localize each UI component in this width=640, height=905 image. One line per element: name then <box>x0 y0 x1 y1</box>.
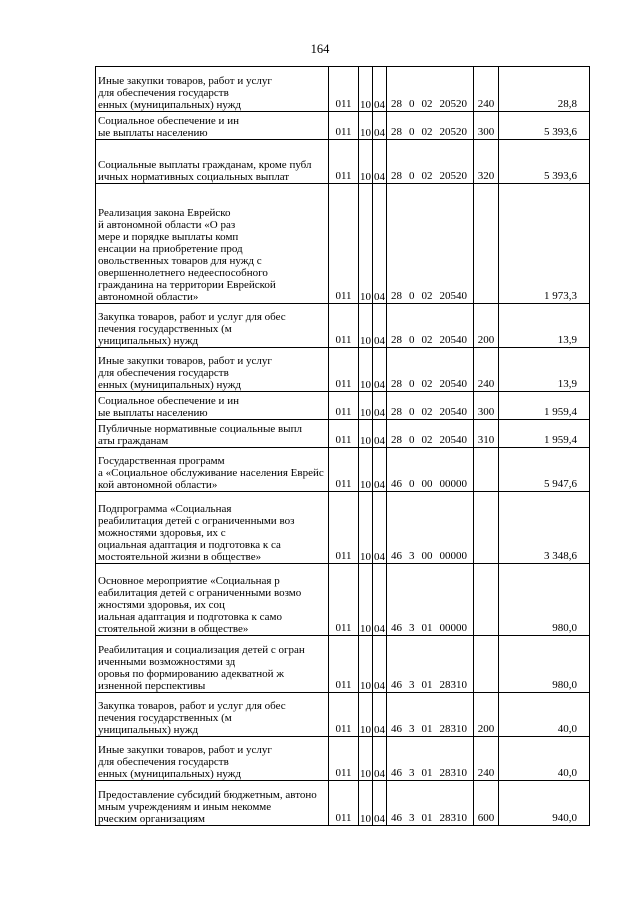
table-row <box>96 737 590 781</box>
row-name-line: Предоставление субсидий бюджетным, автоно <box>98 789 317 801</box>
row-name-line: стоятельной жизни в обществе» <box>98 623 249 635</box>
amount-cell: 940,0 <box>499 781 590 826</box>
expense-type-cell: 200 <box>474 693 499 737</box>
row-name-line: реабилитация детей с ограниченными воз <box>98 515 295 527</box>
target-article-cell <box>387 348 474 392</box>
admin-code-cell: 011 <box>329 564 359 636</box>
target-subprogram: 0 <box>409 478 415 490</box>
admin-code-cell: 011 <box>329 184 359 304</box>
amount-cell: 3 348,6 <box>499 492 590 564</box>
amount-cell: 5 393,6 <box>499 112 590 140</box>
target-article-code <box>387 550 473 562</box>
row-name-line: печения государственных (м <box>98 712 232 724</box>
row-name <box>96 737 329 781</box>
target-article-code <box>387 334 473 346</box>
row-name-line: еабилитация детей с ограниченными возмо <box>98 587 302 599</box>
expense-type-cell: 240 <box>474 348 499 392</box>
target-program: 28 <box>391 378 402 390</box>
expense-type-cell: 240 <box>474 737 499 781</box>
row-name-line: ичных нормативных социальных выплат <box>98 171 290 183</box>
admin-code-cell: 011 <box>329 448 359 492</box>
section-cell: 10 <box>359 67 373 112</box>
target-article-cell <box>387 448 474 492</box>
admin-code-cell: 011 <box>329 693 359 737</box>
subsection-cell: 04 <box>373 693 387 737</box>
row-name-line: ые выплаты населению <box>98 407 208 419</box>
target-event: 01 <box>421 812 433 824</box>
row-name-line: мным учреждениям и иным некомме <box>98 801 272 813</box>
row-name-line: гражданина на территории Еврейской <box>98 279 276 291</box>
admin-code-cell: 011 <box>329 636 359 693</box>
subsection-cell: 04 <box>373 564 387 636</box>
target-article-code <box>387 478 473 490</box>
target-direction: 20540 <box>439 406 467 418</box>
admin-code-cell: 011 <box>329 492 359 564</box>
target-article-code <box>387 98 473 110</box>
row-name-line: Иные закупки товаров, работ и услуг <box>98 75 272 87</box>
row-name-line: Социальные выплаты гражданам, кроме публ <box>98 159 312 171</box>
expense-type-cell <box>474 564 499 636</box>
amount-cell: 13,9 <box>499 348 590 392</box>
target-subprogram: 0 <box>409 406 415 418</box>
subsection-cell: 04 <box>373 636 387 693</box>
row-name-line: иченными возможностями зд <box>98 656 236 668</box>
row-name-line: для обеспечения государств <box>98 87 229 99</box>
target-article-code <box>387 812 473 824</box>
target-article-cell <box>387 737 474 781</box>
target-direction: 00000 <box>439 550 467 562</box>
section-cell: 10 <box>359 636 373 693</box>
target-subprogram: 3 <box>409 679 415 691</box>
target-program: 46 <box>391 478 402 490</box>
table-row <box>96 564 590 636</box>
section-cell: 10 <box>359 112 373 140</box>
row-name <box>96 564 329 636</box>
target-program: 28 <box>391 170 402 182</box>
amount-cell: 5 393,6 <box>499 140 590 184</box>
page-number: 164 <box>310 42 330 56</box>
target-article-cell <box>387 781 474 826</box>
target-event: 02 <box>421 170 433 182</box>
row-name-line: енных (муниципальных) нужд <box>98 99 241 111</box>
target-program: 28 <box>391 406 402 418</box>
target-event: 02 <box>421 334 433 346</box>
target-event: 02 <box>421 290 433 302</box>
row-name-line: изненной перспективы <box>98 680 206 692</box>
row-name <box>96 448 329 492</box>
target-article-cell <box>387 420 474 448</box>
section-cell: 10 <box>359 420 373 448</box>
row-name <box>96 392 329 420</box>
amount-cell: 40,0 <box>499 737 590 781</box>
row-name-line: печения государственных (м <box>98 323 232 335</box>
row-name-line: й автономной области «О раз <box>98 219 236 231</box>
target-article-code <box>387 378 473 390</box>
target-program: 46 <box>391 723 402 735</box>
target-program: 28 <box>391 98 402 110</box>
target-subprogram: 0 <box>409 334 415 346</box>
target-event: 02 <box>421 434 433 446</box>
target-event: 02 <box>421 98 433 110</box>
row-name <box>96 420 329 448</box>
target-article-cell <box>387 112 474 140</box>
row-name-line: Иные закупки товаров, работ и услуг <box>98 744 272 756</box>
target-subprogram: 0 <box>409 98 415 110</box>
section-cell: 10 <box>359 140 373 184</box>
table-row <box>96 420 590 448</box>
target-program: 46 <box>391 767 402 779</box>
target-direction: 28310 <box>439 723 467 735</box>
target-article-cell <box>387 140 474 184</box>
amount-cell: 5 947,6 <box>499 448 590 492</box>
target-program: 28 <box>391 290 402 302</box>
row-name-line: Реализация закона Еврейско <box>98 207 231 219</box>
expense-type-cell <box>474 448 499 492</box>
row-name <box>96 492 329 564</box>
target-event: 02 <box>421 126 433 138</box>
table-row <box>96 448 590 492</box>
row-name-line: Подпрограмма «Социальная <box>98 503 232 515</box>
row-name-line: жностями здоровья, их соц <box>98 599 225 611</box>
table-row <box>96 67 590 112</box>
row-name-line: мостоятельной жизни в обществе» <box>98 551 262 563</box>
amount-cell: 13,9 <box>499 304 590 348</box>
row-name-line: Закупка товаров, работ и услуг для обес <box>98 700 286 712</box>
target-program: 46 <box>391 679 402 691</box>
section-cell: 10 <box>359 737 373 781</box>
subsection-cell: 04 <box>373 448 387 492</box>
row-name <box>96 636 329 693</box>
expense-type-cell: 300 <box>474 112 499 140</box>
admin-code-cell: 011 <box>329 304 359 348</box>
expense-type-cell: 240 <box>474 67 499 112</box>
expense-type-cell <box>474 492 499 564</box>
table-row <box>96 304 590 348</box>
target-subprogram: 0 <box>409 378 415 390</box>
row-name-line: униципальных) нужд <box>98 724 199 736</box>
target-event: 00 <box>421 478 433 490</box>
admin-code-cell: 011 <box>329 112 359 140</box>
row-name <box>96 304 329 348</box>
row-name-line: для обеспечения государств <box>98 367 229 379</box>
admin-code-cell: 011 <box>329 348 359 392</box>
expense-type-cell: 200 <box>474 304 499 348</box>
table-row <box>96 636 590 693</box>
target-event: 01 <box>421 723 433 735</box>
admin-code-cell: 011 <box>329 420 359 448</box>
target-program: 46 <box>391 622 402 634</box>
target-subprogram: 0 <box>409 170 415 182</box>
target-direction: 20540 <box>439 378 467 390</box>
target-event: 01 <box>421 622 433 634</box>
target-event: 02 <box>421 378 433 390</box>
target-direction: 00000 <box>439 622 467 634</box>
row-name-line: Основное мероприятие «Социальная р <box>98 575 280 587</box>
section-cell: 10 <box>359 781 373 826</box>
section-cell: 10 <box>359 348 373 392</box>
row-name-line: Государственная программ <box>98 455 225 467</box>
amount-cell: 980,0 <box>499 564 590 636</box>
subsection-cell: 04 <box>373 492 387 564</box>
row-name <box>96 140 329 184</box>
target-article-code <box>387 406 473 418</box>
row-name <box>96 348 329 392</box>
target-article-cell <box>387 184 474 304</box>
target-direction: 28310 <box>439 679 467 691</box>
expense-type-cell: 320 <box>474 140 499 184</box>
target-direction: 20520 <box>439 98 467 110</box>
row-name-line: рческим организациям <box>98 813 205 825</box>
subsection-cell: 04 <box>373 392 387 420</box>
section-cell: 10 <box>359 184 373 304</box>
row-name-line: Социальное обеспечение и ин <box>98 395 239 407</box>
row-name-line: овольственных товаров для нужд с <box>98 255 262 267</box>
target-article-cell <box>387 564 474 636</box>
subsection-cell: 04 <box>373 140 387 184</box>
row-name <box>96 693 329 737</box>
row-name-line: овершеннолетнего недееспособного <box>98 267 268 279</box>
target-program: 28 <box>391 126 402 138</box>
row-name-line: Социальное обеспечение и ин <box>98 115 239 127</box>
subsection-cell: 04 <box>373 781 387 826</box>
subsection-cell: 04 <box>373 737 387 781</box>
row-name-line: оциальная адаптация и подготовка к са <box>98 539 281 551</box>
expense-type-cell <box>474 636 499 693</box>
target-subprogram: 3 <box>409 550 415 562</box>
row-name-line: ые выплаты населению <box>98 127 208 139</box>
target-subprogram: 3 <box>409 767 415 779</box>
target-article-code <box>387 170 473 182</box>
row-name-line: Реабилитация и социализация детей с огран <box>98 644 305 656</box>
row-name-line: Закупка товаров, работ и услуг для обес <box>98 311 286 323</box>
admin-code-cell: 011 <box>329 737 359 781</box>
subsection-cell: 04 <box>373 420 387 448</box>
table-row <box>96 781 590 826</box>
row-name-line: иальная адаптация и подготовка к само <box>98 611 282 623</box>
target-program: 46 <box>391 550 402 562</box>
target-article-code <box>387 290 473 302</box>
row-name-line: можностями здоровья, их с <box>98 527 226 539</box>
amount-cell: 1 973,3 <box>499 184 590 304</box>
admin-code-cell: 011 <box>329 781 359 826</box>
target-article-code <box>387 723 473 735</box>
target-direction: 20540 <box>439 290 467 302</box>
admin-code-cell: 011 <box>329 67 359 112</box>
amount-cell: 1 959,4 <box>499 392 590 420</box>
section-cell: 10 <box>359 693 373 737</box>
subsection-cell: 04 <box>373 184 387 304</box>
table-row <box>96 693 590 737</box>
row-name <box>96 112 329 140</box>
section-cell: 10 <box>359 392 373 420</box>
target-article-cell <box>387 67 474 112</box>
target-article-code <box>387 434 473 446</box>
subsection-cell: 04 <box>373 348 387 392</box>
target-program: 28 <box>391 334 402 346</box>
expense-type-cell: 310 <box>474 420 499 448</box>
row-name-line: а «Социальное обслуживание населения Еврейс <box>98 467 324 479</box>
table-row <box>96 348 590 392</box>
expense-type-cell <box>474 184 499 304</box>
table-row <box>96 392 590 420</box>
target-article-cell <box>387 492 474 564</box>
expense-type-cell: 300 <box>474 392 499 420</box>
target-subprogram: 3 <box>409 723 415 735</box>
subsection-cell: 04 <box>373 112 387 140</box>
row-name-line: мере и порядке выплаты комп <box>98 231 239 243</box>
row-name-line: для обеспечения государств <box>98 756 229 768</box>
amount-cell: 980,0 <box>499 636 590 693</box>
budget-table-body <box>96 67 590 826</box>
target-program: 28 <box>391 434 402 446</box>
target-subprogram: 0 <box>409 434 415 446</box>
target-article-cell <box>387 392 474 420</box>
row-name-line: енных (муниципальных) нужд <box>98 768 241 780</box>
admin-code-cell: 011 <box>329 392 359 420</box>
target-direction: 28310 <box>439 767 467 779</box>
target-article-code <box>387 622 473 634</box>
target-direction: 00000 <box>439 478 467 490</box>
amount-cell: 1 959,4 <box>499 420 590 448</box>
row-name <box>96 184 329 304</box>
row-name-line: кой автономной области» <box>98 479 218 491</box>
target-article-code <box>387 126 473 138</box>
target-program: 46 <box>391 812 402 824</box>
target-event: 01 <box>421 679 433 691</box>
target-article-cell <box>387 304 474 348</box>
row-name-line: Публичные нормативные социальные выпл <box>98 423 302 435</box>
target-direction: 20520 <box>439 126 467 138</box>
row-name-line: оровья по формированию адекватной ж <box>98 668 284 680</box>
target-article-cell <box>387 693 474 737</box>
target-article-cell <box>387 636 474 693</box>
row-name-line: аты гражданам <box>98 435 169 447</box>
target-subprogram: 3 <box>409 622 415 634</box>
target-direction: 20520 <box>439 170 467 182</box>
subsection-cell: 04 <box>373 304 387 348</box>
budget-table <box>95 66 590 826</box>
target-event: 02 <box>421 406 433 418</box>
amount-cell: 40,0 <box>499 693 590 737</box>
section-cell: 10 <box>359 564 373 636</box>
table-row <box>96 112 590 140</box>
target-article-code <box>387 767 473 779</box>
table-row <box>96 184 590 304</box>
row-name-line: автономной области» <box>98 291 199 303</box>
target-subprogram: 0 <box>409 126 415 138</box>
row-name-line: енных (муниципальных) нужд <box>98 379 241 391</box>
target-subprogram: 3 <box>409 812 415 824</box>
target-article-code <box>387 679 473 691</box>
expense-type-cell: 600 <box>474 781 499 826</box>
target-direction: 20540 <box>439 434 467 446</box>
amount-cell: 28,8 <box>499 67 590 112</box>
admin-code-cell: 011 <box>329 140 359 184</box>
target-direction: 20540 <box>439 334 467 346</box>
row-name-line: енсации на приобретение прод <box>98 243 243 255</box>
row-name <box>96 781 329 826</box>
row-name <box>96 67 329 112</box>
target-direction: 28310 <box>439 812 467 824</box>
section-cell: 10 <box>359 304 373 348</box>
section-cell: 10 <box>359 492 373 564</box>
row-name-line: Иные закупки товаров, работ и услуг <box>98 355 272 367</box>
section-cell: 10 <box>359 448 373 492</box>
target-event: 01 <box>421 767 433 779</box>
target-event: 00 <box>421 550 433 562</box>
subsection-cell: 04 <box>373 67 387 112</box>
table-row <box>96 492 590 564</box>
target-subprogram: 0 <box>409 290 415 302</box>
row-name-line: униципальных) нужд <box>98 335 199 347</box>
table-row <box>96 140 590 184</box>
